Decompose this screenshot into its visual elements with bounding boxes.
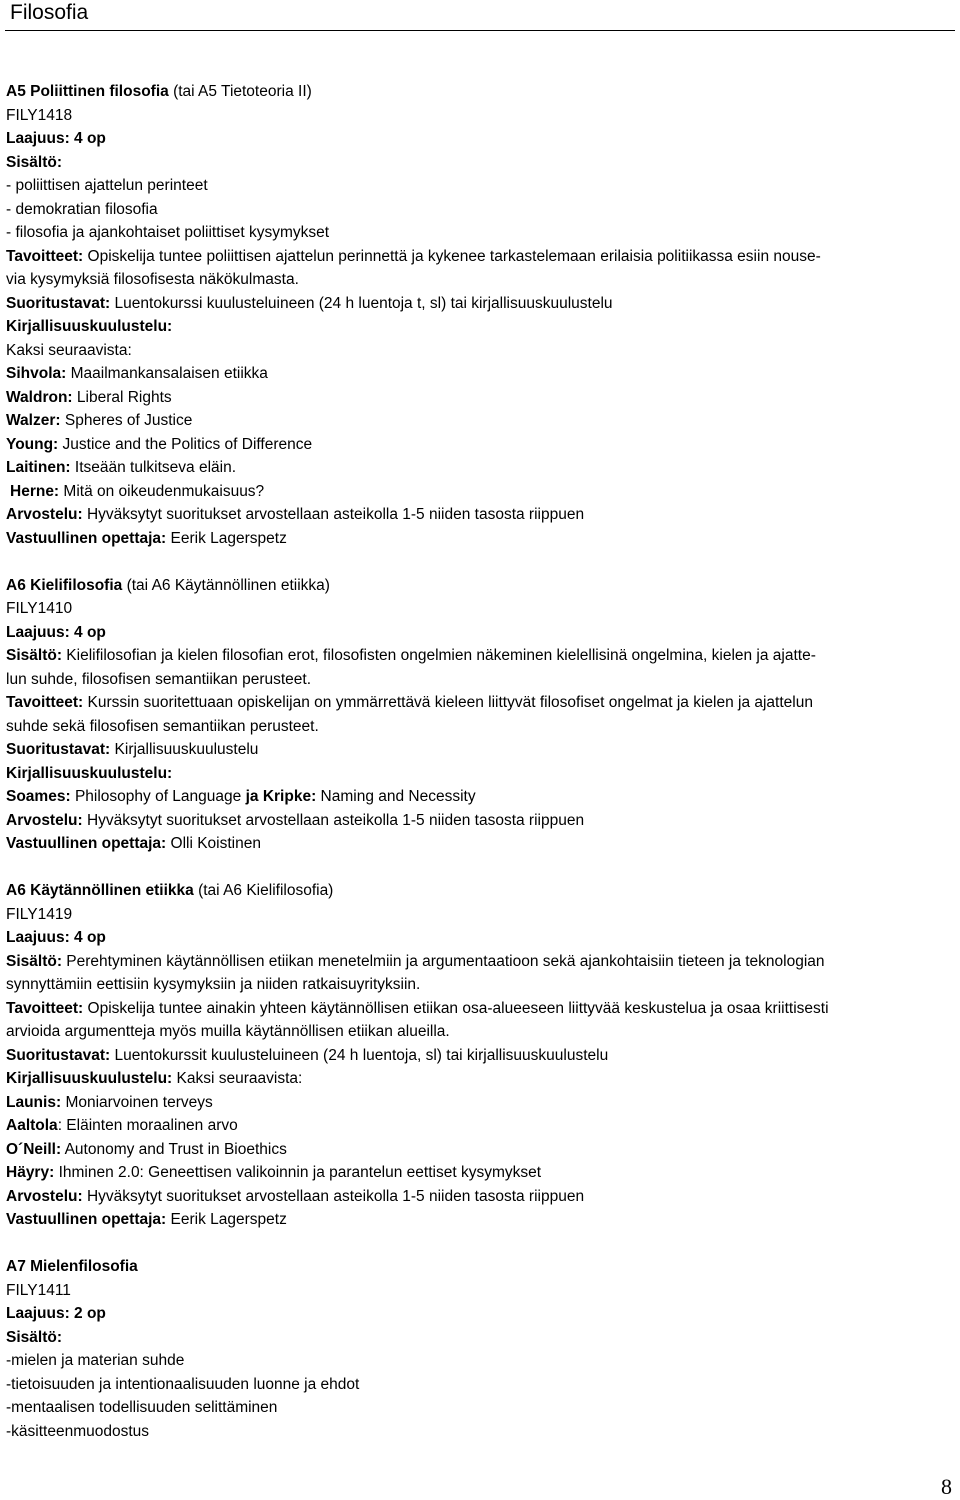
suoritustavat-label: Suoritustavat: [6, 741, 111, 758]
book-author: Häyry: [6, 1164, 55, 1181]
list-item: -tietoisuuden ja intentionaalisuuden luonne ja ehdot [6, 1375, 360, 1393]
book-author: Laitinen: [6, 459, 71, 476]
book-title: Spheres of Justice [64, 412, 193, 429]
laajuus: Laajuus: 4 op [6, 623, 106, 641]
sisalto-label: Sisältö: [6, 647, 62, 664]
book-title: : Eläinten moraalinen arvo [57, 1117, 238, 1134]
sisalto-label: Sisältö: [6, 952, 62, 970]
arvostelu-label: Arvostelu: [6, 1187, 83, 1205]
opettaja-label: Vastuullinen opettaja: [6, 1211, 167, 1228]
sisalto-text: Kielifilosofian ja kielen filosofian erot, filosofisten ongelmien näkeminen kielellisinä ongelmina, kielen ja ajatte- [66, 647, 816, 664]
arvostelu-label: Arvostelu: [6, 811, 83, 829]
section-a6-kielifilosofia [6, 574, 954, 856]
book-title: Justice and the Politics of Difference [62, 435, 313, 453]
book-item [6, 480, 954, 504]
kirjallisuus-label: Kirjallisuuskuulustelu: [6, 764, 173, 782]
book-item [6, 1161, 954, 1185]
page-header-title: Filosofia [10, 1, 89, 24]
book-title: Autonomy and Trust in Bioethics [64, 1140, 287, 1158]
book-item [6, 785, 954, 809]
book-item [6, 386, 954, 410]
book-item [6, 409, 954, 433]
opettaja-label: Vastuullinen opettaja: [6, 835, 167, 852]
tavoitteet-label: Tavoitteet: [6, 247, 84, 265]
section-spacer [6, 550, 954, 574]
book-author: Soames: [6, 788, 71, 805]
laajuus: Laajuus: 4 op [6, 929, 106, 946]
book-author: Herne: [10, 482, 60, 500]
book-title: Maailmankansalaisen etiikka [70, 365, 268, 382]
section-title: A6 Käytännöllinen etiikka [6, 882, 194, 899]
book-item [6, 433, 954, 457]
suoritustavat-label: Suoritustavat: [6, 1046, 111, 1064]
book-title: Moniarvoinen terveys [65, 1093, 213, 1111]
tavoitteet-text: Opiskelija tuntee ainakin yhteen käytännöllisen etiikan osa-alueeseen liittyvää keskustelua ja osaa kriittisesti [87, 999, 829, 1017]
sisalto-text-cont: synnyttämiin eettisiin kysymyksiin ja niiden ratkaisuyrityksiin. [6, 976, 421, 993]
book-author: Aaltola [6, 1117, 58, 1134]
book-title: Itseään tulkitseva eläin. [74, 459, 237, 476]
laajuus: Laajuus: 4 op [6, 130, 106, 147]
list-item: - demokratian filosofia [6, 200, 158, 218]
opettaja-name: Olli Koistinen [170, 835, 261, 852]
list-item: -mielen ja materian suhde [6, 1352, 185, 1369]
tavoitteet-label: Tavoitteet: [6, 999, 84, 1017]
sisalto-text-cont: lun suhde, filosofisen semantiikan perusteet. [6, 670, 312, 688]
course-code: FILY1418 [6, 106, 73, 124]
opettaja-label: Vastuullinen opettaja: [6, 529, 167, 547]
section-a6-kaytannollinen-etiikka [6, 879, 954, 1232]
sisalto-label: Sisältö: [6, 153, 62, 171]
section-a5 [6, 80, 954, 550]
section-a7-mielenfilosofia [6, 1255, 954, 1443]
book-title: Mitä on oikeudenmukaisuus? [63, 482, 265, 500]
book-title: Ihminen 2.0: Geneettisen valikoinnin ja parantelun eettiset kysymykset [58, 1164, 542, 1181]
tavoitteet-text-cont: suhde sekä filosofisen semantiikan perusteet. [6, 717, 319, 735]
book-title: Philosophy of Language [74, 788, 242, 805]
book-author: O´Neill: [6, 1140, 62, 1158]
tavoitteet-text: Kurssin suoritettuaan opiskelijan on ymmärrettävä kieleen liittyvät filosofiset ongelmat ja kielen ja ajattelun [87, 694, 813, 711]
section-title: A6 Kielifilosofia [6, 576, 123, 594]
section-spacer [6, 1232, 954, 1256]
book-item [6, 1091, 954, 1115]
book-author: Walzer: [6, 412, 61, 429]
arvostelu-text: Hyväksytyt suoritukset arvostellaan asteikolla 1-5 niiden tasosta riippuen [86, 506, 585, 523]
book-author: Young: [6, 435, 59, 453]
page-number: 8 [941, 1474, 952, 1499]
list-item: -käsitteenmuodostus [6, 1422, 150, 1440]
tavoitteet-label: Tavoitteet: [6, 694, 84, 711]
section-heading [6, 879, 954, 903]
book-item [6, 1138, 954, 1162]
opettaja-name: Eerik Lagerspetz [170, 529, 287, 547]
book-author: Waldron: [6, 388, 73, 406]
section-alt: (tai A6 Kielifilosofia) [198, 882, 334, 899]
section-heading [6, 574, 954, 598]
section-title: A7 Mielenfilosofia [6, 1258, 138, 1275]
sisalto-label: Sisältö: [6, 1328, 62, 1346]
book-item [6, 362, 954, 386]
arvostelu-text: Hyväksytyt suoritukset arvostellaan asteikolla 1-5 niiden tasosta riippuen [86, 1187, 585, 1205]
tavoitteet-text: Opiskelija tuntee poliittisen ajattelun perinnettä ja kykenee tarkastelemaan erilaisia politiikassa esiin nouse- [87, 247, 821, 265]
header-divider [5, 30, 955, 31]
opettaja-name: Eerik Lagerspetz [170, 1211, 287, 1228]
section-alt: (tai A5 Tietoteoria II) [173, 83, 312, 100]
list-item: -mentaalisen todellisuuden selittäminen [6, 1399, 278, 1416]
course-code: FILY1419 [6, 905, 73, 923]
book-author: Sihvola: [6, 365, 67, 382]
suoritustavat-label: Suoritustavat: [6, 294, 111, 312]
section-spacer [6, 856, 954, 880]
book-title: Liberal Rights [76, 388, 172, 406]
suoritustavat-text: Luentokurssi kuulusteluineen (24 h luentoja t, sl) tai kirjallisuuskuulustelu [114, 294, 613, 312]
kaksi-text: Kaksi seuraavista: [6, 341, 132, 359]
tavoitteet-text-cont: via kysymyksiä filosofisesta näkökulmasta. [6, 271, 299, 288]
section-alt: (tai A6 Käytännöllinen etiikka) [126, 576, 330, 594]
book-item [6, 456, 954, 480]
book-item [6, 1114, 954, 1138]
book-author: ja Kripke: [245, 788, 317, 805]
document-body [6, 80, 954, 1443]
sisalto-text: Perehtyminen käytännöllisen etiikan menetelmiin ja argumentaatioon sekä ajankohtaisiin tieteen ja teknologian [66, 952, 825, 970]
kirjallisuus-label: Kirjallisuuskuulustelu: [6, 318, 173, 335]
arvostelu-label: Arvostelu: [6, 506, 83, 523]
suoritustavat-text: Kirjallisuuskuulustelu [114, 741, 259, 758]
book-author: Launis: [6, 1093, 62, 1111]
arvostelu-text: Hyväksytyt suoritukset arvostellaan asteikolla 1-5 niiden tasosta riippuen [86, 811, 585, 829]
kirjallisuus-label: Kirjallisuuskuulustelu: [6, 1070, 173, 1087]
book-title: Naming and Necessity [320, 788, 476, 805]
course-code: FILY1410 [6, 600, 73, 617]
section-heading [6, 80, 954, 104]
section-title: A5 Poliittinen filosofia [6, 83, 169, 100]
suoritustavat-text: Luentokurssit kuulusteluineen (24 h luentoja, sl) tai kirjallisuuskuulustelu [114, 1046, 609, 1064]
course-code: FILY1411 [6, 1281, 71, 1299]
tavoitteet-text-cont: arvioida argumentteja myös muilla käytännöllisen etiikan alueilla. [6, 1023, 450, 1040]
laajuus: Laajuus: 2 op [6, 1305, 106, 1322]
list-item: - poliittisen ajattelun perinteet [6, 177, 208, 194]
kaksi-text: Kaksi seuraavista: [176, 1070, 303, 1087]
list-item: - filosofia ja ajankohtaiset poliittiset kysymykset [6, 224, 330, 241]
